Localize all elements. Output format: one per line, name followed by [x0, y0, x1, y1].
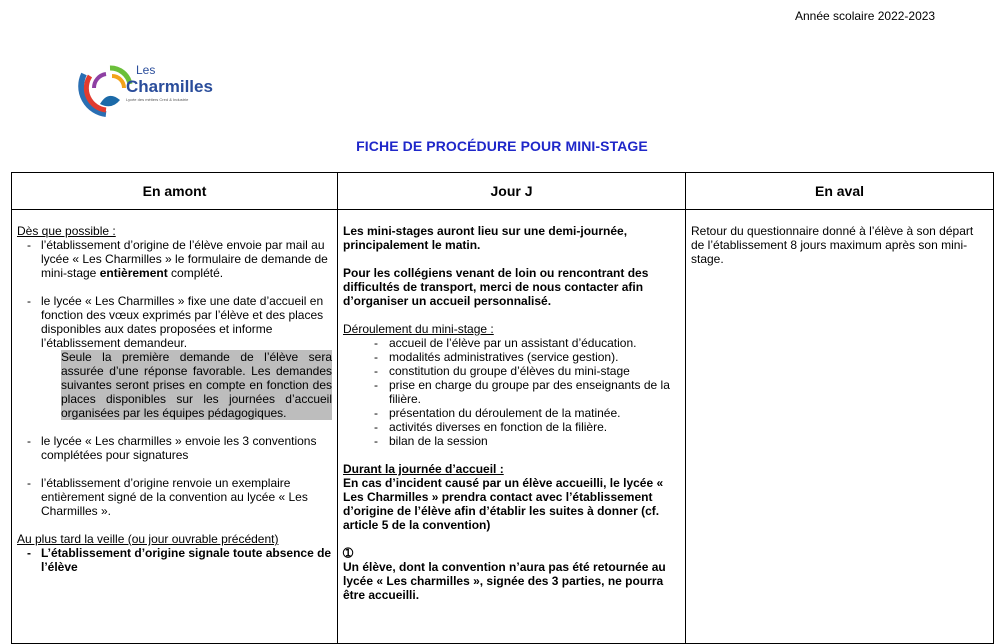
cell-jour-j [338, 210, 686, 644]
column-header-aval: En aval [686, 173, 994, 210]
list-item: - le lycée « Les charmilles » envoie les 3 conventions complétées pour signatures [27, 434, 317, 462]
list-item: - l’établissement d’origine renvoie un exemplaire entièrement signé de la convention au lycée « Les Charmilles ». [27, 476, 308, 518]
school-year: Année scolaire 2022-2023 [795, 9, 936, 23]
warning-icon: ➀ [343, 546, 354, 560]
section-heading: Dès que possible : [17, 224, 116, 238]
list-item: - présentation du déroulement de la matinée. [374, 406, 621, 420]
svg-text:Charmilles: Charmilles [126, 77, 213, 96]
section-heading: Au plus tard la veille (ou jour ouvrable précédent) [17, 532, 279, 546]
page-title: FICHE DE PROCÉDURE POUR MINI-STAGE [356, 138, 648, 154]
school-logo [76, 54, 216, 118]
cell-en-aval [686, 210, 994, 644]
list-item: - prise en charge du groupe par des enseignants de la filière. [374, 378, 670, 406]
list-item: - bilan de la session [374, 434, 488, 448]
cell-en-amont [12, 210, 338, 644]
section-heading: Durant la journée d’accueil : [343, 462, 504, 476]
procedure-table [11, 172, 994, 644]
list-item: - L’établissement d’origine signale toute absence de l’élève [27, 546, 332, 574]
section-heading: Déroulement du mini-stage : [343, 322, 494, 336]
paragraph: Pour les collégiens venant de loin ou rencontrant des difficultés de transport, merci de nous contacter afin d’organiser un accueil personnalisé. [343, 266, 649, 308]
paragraph: En cas d’incident causé par un élève accueilli, le lycée « Les Charmilles » prendra contact avec l’établissement d’origine de l’élève afin d’établir les suites à donner (cf. article 5 de la convention) [343, 476, 664, 532]
paragraph: Retour du questionnaire donné à l’élève à son départ de l’établissement 8 jours maximum après son mini-stage. [691, 224, 974, 266]
list-item: - accueil de l’élève par un assistant d’éducation. [374, 336, 637, 350]
svg-text:Lycée des métiers Cred & Indus: Lycée des métiers Cred & Industrie [126, 97, 189, 102]
list-item: - l’établissement d’origine de l’élève envoie par mail au lycée « Les Charmilles » le formulaire de demande de mini-stage entièrement complété. [27, 238, 328, 280]
column-header-jour-j: Jour J [338, 173, 686, 210]
svg-text:Les: Les [136, 63, 156, 77]
paragraph: Un élève, dont la convention n’aura pas été retournée au lycée « Les charmilles », signée des 3 parties, ne pourra être accueilli. [343, 560, 666, 602]
list-item: - le lycée « Les Charmilles » fixe une date d’accueil en fonction des vœux exprimés par l’élève et des places disponibles aux dates proposées et informe l’établissement demandeur. [27, 294, 324, 350]
list-item: - modalités administratives (service gestion). [374, 350, 619, 364]
paragraph: Les mini-stages auront lieu sur une demi-journée, principalement le matin. [343, 224, 628, 252]
list-item: - activités diverses en fonction de la filière. [374, 420, 608, 434]
highlighted-note: Seule la première demande de l’élève sera assurée d’une réponse favorable. Les demandes suivantes seront prises en compte en fonction des places disponibles sur les journées d’accueil organisées par les équipes pédagogiques. [61, 350, 332, 420]
column-header-amont: En amont [12, 173, 338, 210]
list-item: - constitution du groupe d’élèves du mini-stage [374, 364, 630, 378]
